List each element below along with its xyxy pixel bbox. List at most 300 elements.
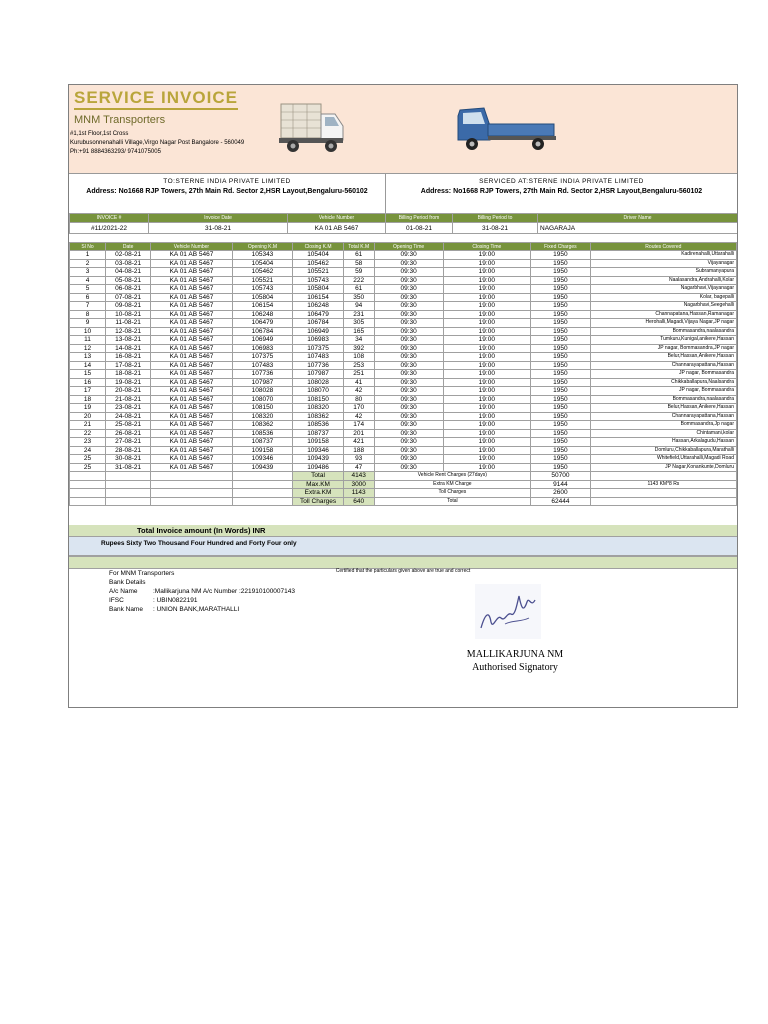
empty-cell (106, 472, 151, 481)
vehicle-number-cell: KA 01 AB 5467 (151, 387, 232, 396)
closing-km-cell: 105804 (293, 285, 343, 294)
column-header: Opening Time (374, 243, 443, 251)
date-cell: 10-08-21 (106, 310, 151, 319)
vehicle-number-cell: KA 01 AB 5467 (151, 276, 232, 285)
charge-label: Extra KM Charge (374, 480, 530, 489)
route-cell: Channapatana,Hassan,Ramanagar (590, 310, 736, 319)
route-cell: Chikkaballapura,Naalsandra (590, 378, 736, 387)
closing-time-cell: 19:00 (443, 353, 530, 362)
vehicle-number-cell: KA 01 AB 5467 (151, 429, 232, 438)
closing-km-cell: 105521 (293, 268, 343, 277)
empty-cell (106, 489, 151, 498)
bank-details (109, 569, 295, 614)
table-row (70, 336, 737, 345)
fixed-charges-cell: 1950 (531, 319, 591, 328)
vehicle-number-cell: KA 01 AB 5467 (151, 336, 232, 345)
total-km-cell: 253 (343, 361, 374, 370)
billing-period-to: 31-08-21 (453, 223, 538, 234)
summary-row (70, 497, 737, 506)
total-km-cell: 61 (343, 285, 374, 294)
table-row (70, 310, 737, 319)
total-km-cell: 174 (343, 421, 374, 430)
closing-time-cell: 19:00 (443, 268, 530, 277)
sl-no-cell: 14 (70, 361, 106, 370)
total-km-cell: 305 (343, 319, 374, 328)
charge-note (590, 472, 736, 481)
sl-no-cell: 25 (70, 455, 106, 464)
date-cell: 20-08-21 (106, 387, 151, 396)
charge-note: 1143 KM*8 Rs (590, 480, 736, 489)
table-row (70, 353, 737, 362)
closing-km-cell: 106479 (293, 310, 343, 319)
opening-km-cell: 109158 (232, 446, 293, 455)
vehicle-number-cell: KA 01 AB 5467 (151, 370, 232, 379)
vehicle-number-cell: KA 01 AB 5467 (151, 285, 232, 294)
table-row (70, 319, 737, 328)
billing-addresses (69, 173, 737, 215)
sl-no-cell: 16 (70, 378, 106, 387)
route-cell: Channarayapattana,Hassan (590, 361, 736, 370)
sl-no-cell: 23 (70, 438, 106, 447)
route-cell: Tumkuru,Kunigal,anikere,Hassan (590, 336, 736, 345)
serviced-at-block (386, 174, 737, 214)
fixed-charges-cell: 1950 (531, 268, 591, 277)
total-km-cell: 350 (343, 293, 374, 302)
route-cell: Hassan,Arkalagudu,Hassan (590, 438, 736, 447)
vehicle-number-cell: KA 01 AB 5467 (151, 446, 232, 455)
header-cell: Vehicle Number (288, 214, 386, 223)
opening-km-cell: 106949 (232, 336, 293, 345)
charge-label: Total (374, 497, 530, 506)
empty-cell (151, 489, 232, 498)
sl-no-cell: 24 (70, 446, 106, 455)
table-row (70, 378, 737, 387)
date-cell: 14-08-21 (106, 344, 151, 353)
closing-time-cell: 19:00 (443, 310, 530, 319)
closing-km-cell: 108320 (293, 404, 343, 413)
route-cell: JP nagar, Bommasandra (590, 387, 736, 396)
closing-km-cell: 106983 (293, 336, 343, 345)
opening-km-cell: 106983 (232, 344, 293, 353)
date-cell: 27-08-21 (106, 438, 151, 447)
closing-km-cell: 108070 (293, 387, 343, 396)
total-km-cell: 34 (343, 336, 374, 345)
summary-label: Total (293, 472, 343, 481)
table-row (70, 395, 737, 404)
sl-no-cell: 1 (70, 251, 106, 260)
sl-no-cell: 6 (70, 293, 106, 302)
handwritten-signature (475, 584, 541, 639)
fixed-charges-cell: 1950 (531, 353, 591, 362)
charge-value: 62444 (531, 497, 591, 506)
bank-details-label: Bank Details (109, 579, 146, 586)
table-row (70, 370, 737, 379)
closing-km-cell: 108737 (293, 429, 343, 438)
total-km-cell: 59 (343, 268, 374, 277)
opening-time-cell: 09:30 (374, 353, 443, 362)
closing-km-cell: 107375 (293, 344, 343, 353)
fixed-charges-cell: 1950 (531, 285, 591, 294)
column-header: Vehicle Number (151, 243, 232, 251)
column-header: Closing K.M (293, 243, 343, 251)
opening-km-cell: 108536 (232, 429, 293, 438)
header-cell: Driver Name (538, 214, 738, 223)
closing-time-cell: 19:00 (443, 251, 530, 260)
closing-time-cell: 19:00 (443, 404, 530, 413)
fixed-charges-cell: 1950 (531, 276, 591, 285)
closing-km-cell: 105462 (293, 259, 343, 268)
table-row (70, 455, 737, 464)
closing-time-cell: 19:00 (443, 293, 530, 302)
charge-label: Vehicle Rent Charges (27days) (374, 472, 530, 481)
vehicle-number-cell: KA 01 AB 5467 (151, 463, 232, 472)
fixed-charges-cell: 1950 (531, 455, 591, 464)
table-row (70, 344, 737, 353)
column-header: Date (106, 243, 151, 251)
total-km-cell: 392 (343, 344, 374, 353)
route-cell: Herohalli,Magadi,Vijaya Nagar,JP nagar (590, 319, 736, 328)
fixed-charges-cell: 1950 (531, 293, 591, 302)
opening-km-cell: 107375 (232, 353, 293, 362)
empty-cell (232, 489, 293, 498)
route-cell: Chintamani,kolar (590, 429, 736, 438)
opening-time-cell: 09:30 (374, 293, 443, 302)
date-cell: 18-08-21 (106, 370, 151, 379)
table-row (70, 412, 737, 421)
date-cell: 07-08-21 (106, 293, 151, 302)
opening-time-cell: 09:30 (374, 438, 443, 447)
vehicle-number-cell: KA 01 AB 5467 (151, 395, 232, 404)
date-cell: 09-08-21 (106, 302, 151, 311)
driver-name: NAGARAJA (538, 223, 738, 234)
sl-no-cell: 25 (70, 463, 106, 472)
route-cell: Domluru,Chikkaballapura,Marathalli (590, 446, 736, 455)
summary-row (70, 480, 737, 489)
total-km-cell: 41 (343, 378, 374, 387)
column-header: Sl No (70, 243, 106, 251)
total-km-cell: 170 (343, 404, 374, 413)
fixed-charges-cell: 1950 (531, 387, 591, 396)
opening-time-cell: 09:30 (374, 302, 443, 311)
route-cell: Kolar, bagepalli (590, 293, 736, 302)
cargo-truck-image (279, 100, 347, 158)
opening-km-cell: 107987 (232, 378, 293, 387)
total-km-cell: 42 (343, 412, 374, 421)
fixed-charges-cell: 1950 (531, 259, 591, 268)
invoice-meta-table (69, 213, 738, 234)
opening-km-cell: 108362 (232, 421, 293, 430)
opening-time-cell: 09:30 (374, 344, 443, 353)
route-cell: Channarayapattana,Hassan (590, 412, 736, 421)
bill-to-label: TO:STERNE INDIA PRIVATE LIMITED (163, 178, 291, 185)
table-row (70, 387, 737, 396)
vehicle-number-cell: KA 01 AB 5467 (151, 251, 232, 260)
sl-no-cell: 15 (70, 370, 106, 379)
company-address-line-1: #1,1st Floor,1st Cross (70, 131, 129, 137)
company-phone: Ph:+91 8884363293/ 9741075005 (70, 149, 161, 155)
summary-row (70, 489, 737, 498)
total-km-cell: 231 (343, 310, 374, 319)
table-row (70, 251, 737, 260)
vehicle-number-cell: KA 01 AB 5467 (151, 302, 232, 311)
bank-row-ifsc (109, 596, 295, 605)
trip-log-table (69, 242, 737, 506)
table-row (70, 446, 737, 455)
invoice-meta-value-row (70, 223, 738, 234)
date-cell: 11-08-21 (106, 319, 151, 328)
bank-value: : UBIN0822191 (153, 597, 198, 604)
opening-km-cell: 106784 (232, 327, 293, 336)
opening-km-cell: 106479 (232, 319, 293, 328)
column-header: Routes Covered (590, 243, 736, 251)
sl-no-cell: 8 (70, 310, 106, 319)
closing-km-cell: 109486 (293, 463, 343, 472)
route-cell: Bommasandra,Jp nagar (590, 421, 736, 430)
closing-km-cell: 108536 (293, 421, 343, 430)
route-cell: Belur,Hassan,Anikere,Hassan (590, 404, 736, 413)
opening-time-cell: 09:30 (374, 446, 443, 455)
route-cell: JP nagar, Bommasandra (590, 370, 736, 379)
company-name: MNM Transporters (74, 114, 166, 126)
pickup-truck-image (454, 100, 560, 158)
sl-no-cell: 11 (70, 336, 106, 345)
sl-no-cell: 17 (70, 387, 106, 396)
table-row (70, 438, 737, 447)
total-km-cell: 251 (343, 370, 374, 379)
charge-label: Toll Charges (374, 489, 530, 498)
total-km-cell: 58 (343, 259, 374, 268)
certification-text: Certified that the particulars given above are true and correct (335, 568, 471, 574)
closing-time-cell: 19:00 (443, 412, 530, 421)
opening-km-cell: 106154 (232, 302, 293, 311)
opening-km-cell: 108028 (232, 387, 293, 396)
closing-km-cell: 107736 (293, 361, 343, 370)
sl-no-cell: 22 (70, 429, 106, 438)
closing-km-cell: 106248 (293, 302, 343, 311)
route-cell: Belur,Hassan,Anikere,Hassan (590, 353, 736, 362)
date-cell: 04-08-21 (106, 268, 151, 277)
column-header: Total K.M (343, 243, 374, 251)
vehicle-number-cell: KA 01 AB 5467 (151, 455, 232, 464)
amount-in-words-label: Total Invoice amount (In Words) INR (137, 526, 266, 535)
closing-time-cell: 19:00 (443, 421, 530, 430)
sl-no-cell: 10 (70, 327, 106, 336)
table-row (70, 302, 737, 311)
opening-time-cell: 09:30 (374, 310, 443, 319)
empty-cell (232, 497, 293, 506)
fixed-charges-cell: 1950 (531, 302, 591, 311)
bill-to-block (69, 174, 385, 214)
empty-cell (151, 472, 232, 481)
date-cell: 31-08-21 (106, 463, 151, 472)
closing-time-cell: 19:00 (443, 387, 530, 396)
total-km-cell: 61 (343, 251, 374, 260)
fixed-charges-cell: 1950 (531, 404, 591, 413)
invoice-header (69, 85, 737, 173)
opening-time-cell: 09:30 (374, 361, 443, 370)
date-cell: 17-08-21 (106, 361, 151, 370)
table-row (70, 276, 737, 285)
opening-time-cell: 09:30 (374, 463, 443, 472)
summary-value: 640 (343, 497, 374, 506)
summary-value: 1143 (343, 489, 374, 498)
charge-value: 2600 (531, 489, 591, 498)
opening-km-cell: 107736 (232, 370, 293, 379)
opening-km-cell: 108320 (232, 412, 293, 421)
closing-km-cell: 108150 (293, 395, 343, 404)
bill-to-address: Address: No1668 RJP Towers, 27th Main Rd. Sector 2,HSR Layout,Bengaluru-560102 (86, 188, 368, 195)
closing-time-cell: 19:00 (443, 370, 530, 379)
summary-value: 3000 (343, 480, 374, 489)
bank-key: Bank Name (109, 606, 143, 613)
closing-time-cell: 19:00 (443, 344, 530, 353)
summary-label: Toll Charges (293, 497, 343, 506)
date-cell: 21-08-21 (106, 395, 151, 404)
bank-key: IFSC (109, 597, 124, 604)
total-km-cell: 80 (343, 395, 374, 404)
route-cell: Nagarbhavi,Vijayanagar (590, 285, 736, 294)
column-header: Closing Time (443, 243, 530, 251)
fixed-charges-cell: 1950 (531, 421, 591, 430)
closing-time-cell: 19:00 (443, 319, 530, 328)
opening-km-cell: 108150 (232, 404, 293, 413)
total-km-cell: 201 (343, 429, 374, 438)
date-cell: 24-08-21 (106, 412, 151, 421)
sl-no-cell: 19 (70, 404, 106, 413)
opening-time-cell: 09:30 (374, 370, 443, 379)
opening-time-cell: 09:30 (374, 455, 443, 464)
closing-km-cell: 108362 (293, 412, 343, 421)
date-cell: 02-08-21 (106, 251, 151, 260)
table-row (70, 404, 737, 413)
charge-value: 9144 (531, 480, 591, 489)
total-km-cell: 93 (343, 455, 374, 464)
billing-period-from: 01-08-21 (386, 223, 453, 234)
opening-time-cell: 09:30 (374, 251, 443, 260)
serviced-at-label: SERVICED AT:STERNE INDIA PRIVATE LIMITED (479, 178, 644, 185)
opening-km-cell: 107483 (232, 361, 293, 370)
opening-km-cell: 105743 (232, 285, 293, 294)
opening-time-cell: 09:30 (374, 285, 443, 294)
opening-km-cell: 108070 (232, 395, 293, 404)
closing-km-cell: 105404 (293, 251, 343, 260)
vehicle-number-cell: KA 01 AB 5467 (151, 404, 232, 413)
closing-time-cell: 19:00 (443, 259, 530, 268)
vehicle-number-cell: KA 01 AB 5467 (151, 344, 232, 353)
sl-no-cell: 18 (70, 395, 106, 404)
sl-no-cell: 12 (70, 344, 106, 353)
opening-km-cell: 106248 (232, 310, 293, 319)
opening-time-cell: 09:30 (374, 429, 443, 438)
closing-time-cell: 19:00 (443, 455, 530, 464)
summary-value: 4143 (343, 472, 374, 481)
column-header: Fixed Charges (531, 243, 591, 251)
fixed-charges-cell: 1950 (531, 395, 591, 404)
vehicle-number-cell: KA 01 AB 5467 (151, 361, 232, 370)
table-row (70, 259, 737, 268)
route-cell: Kadirenahalli,Uttarahalli (590, 251, 736, 260)
date-cell: 30-08-21 (106, 455, 151, 464)
empty-cell (70, 472, 106, 481)
total-km-cell: 188 (343, 446, 374, 455)
vehicle-number-cell: KA 01 AB 5467 (151, 259, 232, 268)
date-cell: 05-08-21 (106, 276, 151, 285)
empty-cell (232, 472, 293, 481)
table-row (70, 293, 737, 302)
table-row (70, 361, 737, 370)
closing-time-cell: 19:00 (443, 463, 530, 472)
invoice-title: SERVICE INVOICE (74, 88, 238, 110)
invoice-number: #11/2021-22 (70, 223, 149, 234)
vehicle-number: KA 01 AB 5467 (288, 223, 386, 234)
sl-no-cell: 5 (70, 285, 106, 294)
vehicle-number-cell: KA 01 AB 5467 (151, 310, 232, 319)
closing-km-cell: 106154 (293, 293, 343, 302)
bank-value: : UNION BANK,MARATHALLI (153, 606, 240, 613)
sl-no-cell: 4 (70, 276, 106, 285)
sl-no-cell: 20 (70, 412, 106, 421)
total-km-cell: 108 (343, 353, 374, 362)
route-cell: Whitefield,Uttarahalli,Magadi Road (590, 455, 736, 464)
serviced-at-address: Address: No1668 RJP Towers, 27th Main Rd. Sector 2,HSR Layout,Bengaluru-560102 (420, 188, 703, 195)
header-cell: Billing Period to (453, 214, 538, 223)
opening-km-cell: 105804 (232, 293, 293, 302)
closing-km-cell: 109439 (293, 455, 343, 464)
fixed-charges-cell: 1950 (531, 361, 591, 370)
opening-time-cell: 09:30 (374, 327, 443, 336)
vehicle-number-cell: KA 01 AB 5467 (151, 412, 232, 421)
date-cell: 19-08-21 (106, 378, 151, 387)
opening-time-cell: 09:30 (374, 268, 443, 277)
date-cell: 23-08-21 (106, 404, 151, 413)
empty-cell (70, 480, 106, 489)
route-cell: Nagarbhavi,Seegehalli (590, 302, 736, 311)
route-cell: Naalasandra,Andrahalli,Kolar (590, 276, 736, 285)
fixed-charges-cell: 1950 (531, 429, 591, 438)
closing-km-cell: 106784 (293, 319, 343, 328)
sl-no-cell: 3 (70, 268, 106, 277)
sl-no-cell: 13 (70, 353, 106, 362)
total-km-cell: 421 (343, 438, 374, 447)
table-row (70, 463, 737, 472)
fixed-charges-cell: 1950 (531, 310, 591, 319)
route-cell: JP Nagar,Konankunte,Domluru (590, 463, 736, 472)
opening-time-cell: 09:30 (374, 378, 443, 387)
for-company-line: For MNM Transporters (109, 570, 175, 577)
date-cell: 26-08-21 (106, 429, 151, 438)
bank-row-account (109, 587, 295, 596)
header-cell: Invoice Date (149, 214, 288, 223)
opening-km-cell: 109439 (232, 463, 293, 472)
sl-no-cell: 2 (70, 259, 106, 268)
closing-km-cell: 105743 (293, 276, 343, 285)
empty-cell (106, 480, 151, 489)
fixed-charges-cell: 1950 (531, 327, 591, 336)
closing-time-cell: 19:00 (443, 438, 530, 447)
date-cell: 03-08-21 (106, 259, 151, 268)
route-cell: JP nagar, Bommasandra,JP nagar (590, 344, 736, 353)
date-cell: 12-08-21 (106, 327, 151, 336)
vehicle-number-cell: KA 01 AB 5467 (151, 353, 232, 362)
closing-time-cell: 19:00 (443, 336, 530, 345)
charge-note (590, 497, 736, 506)
opening-time-cell: 09:30 (374, 387, 443, 396)
opening-time-cell: 09:30 (374, 336, 443, 345)
route-cell: Vijayanagar (590, 259, 736, 268)
table-row (70, 429, 737, 438)
empty-cell (232, 480, 293, 489)
closing-time-cell: 19:00 (443, 276, 530, 285)
